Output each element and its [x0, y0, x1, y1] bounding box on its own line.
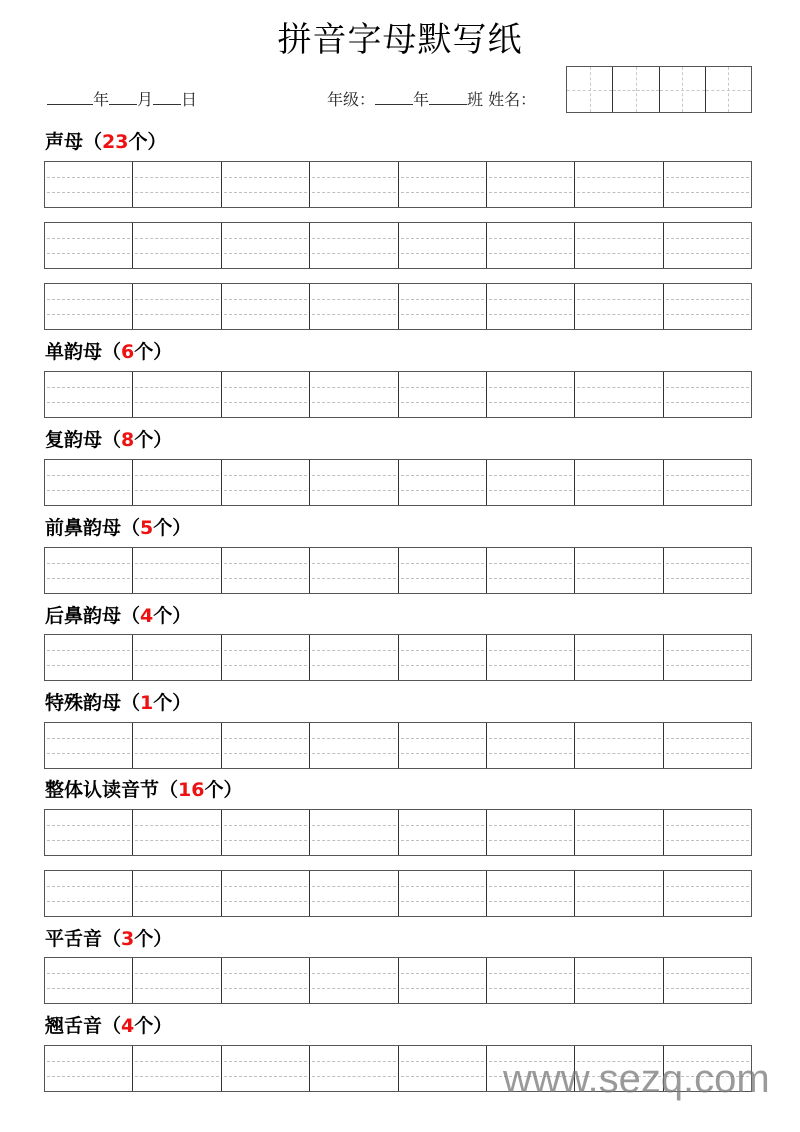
section-heading-houbi	[45, 604, 191, 628]
writing-cell[interactable]	[399, 871, 487, 916]
writing-cell[interactable]	[664, 162, 751, 207]
section-name: 复韵母	[45, 429, 103, 451]
watermark: www.sezq.com	[503, 1057, 770, 1101]
writing-cell[interactable]	[222, 1046, 310, 1091]
section-count: 8	[121, 429, 135, 451]
writing-cell[interactable]	[45, 372, 133, 417]
writing-cell[interactable]	[575, 284, 663, 329]
writing-cell[interactable]	[575, 460, 663, 505]
section-count: 23	[102, 131, 129, 153]
unit: 个）	[134, 1015, 173, 1037]
writing-cell[interactable]	[45, 810, 133, 855]
unit: 个）	[134, 341, 173, 363]
writing-cell[interactable]	[310, 223, 398, 268]
writing-cell[interactable]	[575, 958, 663, 1003]
writing-cell[interactable]	[575, 548, 663, 593]
writing-cell[interactable]	[310, 635, 398, 680]
writing-cell[interactable]	[222, 810, 310, 855]
writing-cell[interactable]	[664, 223, 751, 268]
unit: 个）	[134, 928, 173, 950]
writing-row[interactable]	[44, 870, 752, 917]
paren: （	[102, 429, 122, 451]
writing-cell[interactable]	[487, 223, 575, 268]
section-name: 特殊韵母	[45, 692, 122, 714]
writing-cell[interactable]	[399, 635, 487, 680]
paren: （	[102, 1015, 122, 1037]
section-count: 4	[140, 605, 154, 627]
section-count: 4	[121, 1015, 135, 1037]
writing-cell[interactable]	[222, 635, 310, 680]
unit: 个）	[204, 779, 243, 801]
unit: 个）	[153, 692, 192, 714]
writing-cell[interactable]	[133, 1046, 221, 1091]
writing-cell[interactable]	[664, 723, 751, 768]
section-name: 声母	[45, 131, 84, 153]
writing-cell[interactable]	[133, 162, 221, 207]
writing-cell[interactable]	[399, 723, 487, 768]
writing-cell[interactable]	[222, 223, 310, 268]
writing-cell[interactable]	[45, 223, 133, 268]
writing-cell[interactable]	[310, 723, 398, 768]
writing-cell[interactable]	[575, 372, 663, 417]
unit: 个）	[153, 605, 192, 627]
grade-blank[interactable]	[375, 88, 413, 105]
name-cell[interactable]	[613, 67, 659, 112]
writing-cell[interactable]	[133, 958, 221, 1003]
writing-cell[interactable]	[487, 958, 575, 1003]
section-name: 前鼻韵母	[45, 517, 122, 539]
student-info-line	[327, 88, 536, 111]
section-heading-teshu	[45, 691, 191, 715]
name-cell[interactable]	[660, 67, 706, 112]
section-count: 3	[121, 928, 135, 950]
writing-cell[interactable]	[310, 1046, 398, 1091]
writing-cell[interactable]	[575, 223, 663, 268]
writing-cell[interactable]	[399, 223, 487, 268]
writing-cell[interactable]	[487, 372, 575, 417]
grade-year-label: 年	[413, 90, 430, 109]
paren: （	[121, 692, 141, 714]
day-blank[interactable]	[153, 88, 181, 105]
unit: 个）	[128, 131, 167, 153]
writing-cell[interactable]	[310, 162, 398, 207]
day-label: 日	[181, 90, 198, 109]
section-count: 16	[178, 779, 205, 801]
writing-cell[interactable]	[575, 871, 663, 916]
writing-cell[interactable]	[487, 635, 575, 680]
writing-cell[interactable]	[575, 162, 663, 207]
writing-row[interactable]	[44, 222, 752, 269]
writing-cell[interactable]	[45, 548, 133, 593]
section-name: 单韵母	[45, 341, 103, 363]
date-line	[47, 88, 197, 111]
paren: （	[83, 131, 103, 153]
writing-row[interactable]	[44, 371, 752, 418]
writing-row[interactable]	[44, 459, 752, 506]
writing-row[interactable]	[44, 634, 752, 681]
section-heading-danyunmu	[45, 340, 172, 364]
year-blank[interactable]	[47, 88, 93, 105]
writing-cell[interactable]	[133, 723, 221, 768]
section-heading-fuyunmu	[45, 428, 172, 452]
writing-cell[interactable]	[222, 284, 310, 329]
writing-cell[interactable]	[133, 810, 221, 855]
writing-cell[interactable]	[399, 810, 487, 855]
writing-cell[interactable]	[133, 871, 221, 916]
writing-cell[interactable]	[133, 372, 221, 417]
writing-cell[interactable]	[575, 635, 663, 680]
grade-label: 年级：	[327, 90, 376, 109]
writing-cell[interactable]	[133, 548, 221, 593]
writing-cell[interactable]	[133, 284, 221, 329]
writing-cell[interactable]	[487, 162, 575, 207]
writing-cell[interactable]	[399, 958, 487, 1003]
writing-cell[interactable]	[45, 958, 133, 1003]
writing-cell[interactable]	[222, 871, 310, 916]
writing-row[interactable]	[44, 809, 752, 856]
paren: （	[121, 605, 141, 627]
page-title: 拼音字母默写纸	[277, 20, 523, 60]
writing-cell[interactable]	[310, 460, 398, 505]
writing-cell[interactable]	[45, 1046, 133, 1091]
name-label: 姓名：	[488, 90, 537, 109]
writing-row[interactable]	[44, 283, 752, 330]
writing-cell[interactable]	[222, 372, 310, 417]
writing-cell[interactable]	[399, 460, 487, 505]
section-name: 平舌音	[45, 928, 103, 950]
writing-cell[interactable]	[310, 871, 398, 916]
class-label: 班	[467, 90, 484, 109]
section-heading-qiaoshe	[45, 1014, 172, 1038]
writing-cell[interactable]	[310, 372, 398, 417]
section-count: 5	[140, 517, 154, 539]
writing-cell[interactable]	[664, 372, 751, 417]
month-blank[interactable]	[109, 88, 137, 105]
writing-cell[interactable]	[133, 460, 221, 505]
writing-cell[interactable]	[45, 635, 133, 680]
writing-cell[interactable]	[399, 162, 487, 207]
unit: 个）	[134, 429, 173, 451]
writing-cell[interactable]	[310, 958, 398, 1003]
writing-cell[interactable]	[664, 958, 751, 1003]
section-name: 整体认读音节	[45, 779, 160, 801]
writing-cell[interactable]	[575, 723, 663, 768]
section-name: 后鼻韵母	[45, 605, 122, 627]
paren: （	[102, 341, 122, 363]
writing-cell[interactable]	[487, 871, 575, 916]
writing-cell[interactable]	[487, 548, 575, 593]
paren: （	[159, 779, 179, 801]
month-label: 月	[137, 90, 154, 109]
writing-cell[interactable]	[222, 460, 310, 505]
writing-cell[interactable]	[45, 871, 133, 916]
name-cell[interactable]	[706, 67, 751, 112]
writing-cell[interactable]	[222, 958, 310, 1003]
writing-cell[interactable]	[664, 635, 751, 680]
writing-cell[interactable]	[664, 460, 751, 505]
writing-cell[interactable]	[222, 723, 310, 768]
section-heading-qianbi	[45, 516, 191, 540]
unit: 个）	[153, 517, 192, 539]
writing-cell[interactable]	[133, 635, 221, 680]
writing-cell[interactable]	[45, 162, 133, 207]
writing-cell[interactable]	[487, 810, 575, 855]
writing-cell[interactable]	[45, 284, 133, 329]
writing-cell[interactable]	[399, 372, 487, 417]
writing-cell[interactable]	[399, 1046, 487, 1091]
writing-cell[interactable]	[487, 284, 575, 329]
section-heading-shengmu	[45, 130, 167, 154]
section-count: 6	[121, 341, 135, 363]
writing-cell[interactable]	[487, 723, 575, 768]
writing-cell[interactable]	[399, 284, 487, 329]
writing-cell[interactable]	[310, 810, 398, 855]
writing-row[interactable]	[44, 722, 752, 769]
writing-cell[interactable]	[45, 460, 133, 505]
writing-cell[interactable]	[222, 548, 310, 593]
writing-cell[interactable]	[664, 810, 751, 855]
writing-cell[interactable]	[664, 548, 751, 593]
name-writing-box[interactable]	[566, 66, 752, 113]
class-blank[interactable]	[429, 88, 467, 105]
writing-cell[interactable]	[664, 284, 751, 329]
name-cell[interactable]	[567, 67, 613, 112]
section-name: 翘舌音	[45, 1015, 103, 1037]
writing-cell[interactable]	[45, 723, 133, 768]
section-count: 1	[140, 692, 154, 714]
paren: （	[102, 928, 122, 950]
writing-cell[interactable]	[310, 284, 398, 329]
section-heading-zhengti	[45, 778, 243, 802]
writing-cell[interactable]	[575, 810, 663, 855]
writing-row[interactable]	[44, 547, 752, 594]
writing-cell[interactable]	[664, 871, 751, 916]
section-heading-pingshe	[45, 927, 172, 951]
writing-cell[interactable]	[310, 548, 398, 593]
writing-cell[interactable]	[487, 460, 575, 505]
paren: （	[121, 517, 141, 539]
writing-row[interactable]	[44, 161, 752, 208]
writing-cell[interactable]	[133, 223, 221, 268]
writing-cell[interactable]	[222, 162, 310, 207]
writing-row[interactable]	[44, 957, 752, 1004]
year-label: 年	[93, 90, 110, 109]
writing-cell[interactable]	[399, 548, 487, 593]
